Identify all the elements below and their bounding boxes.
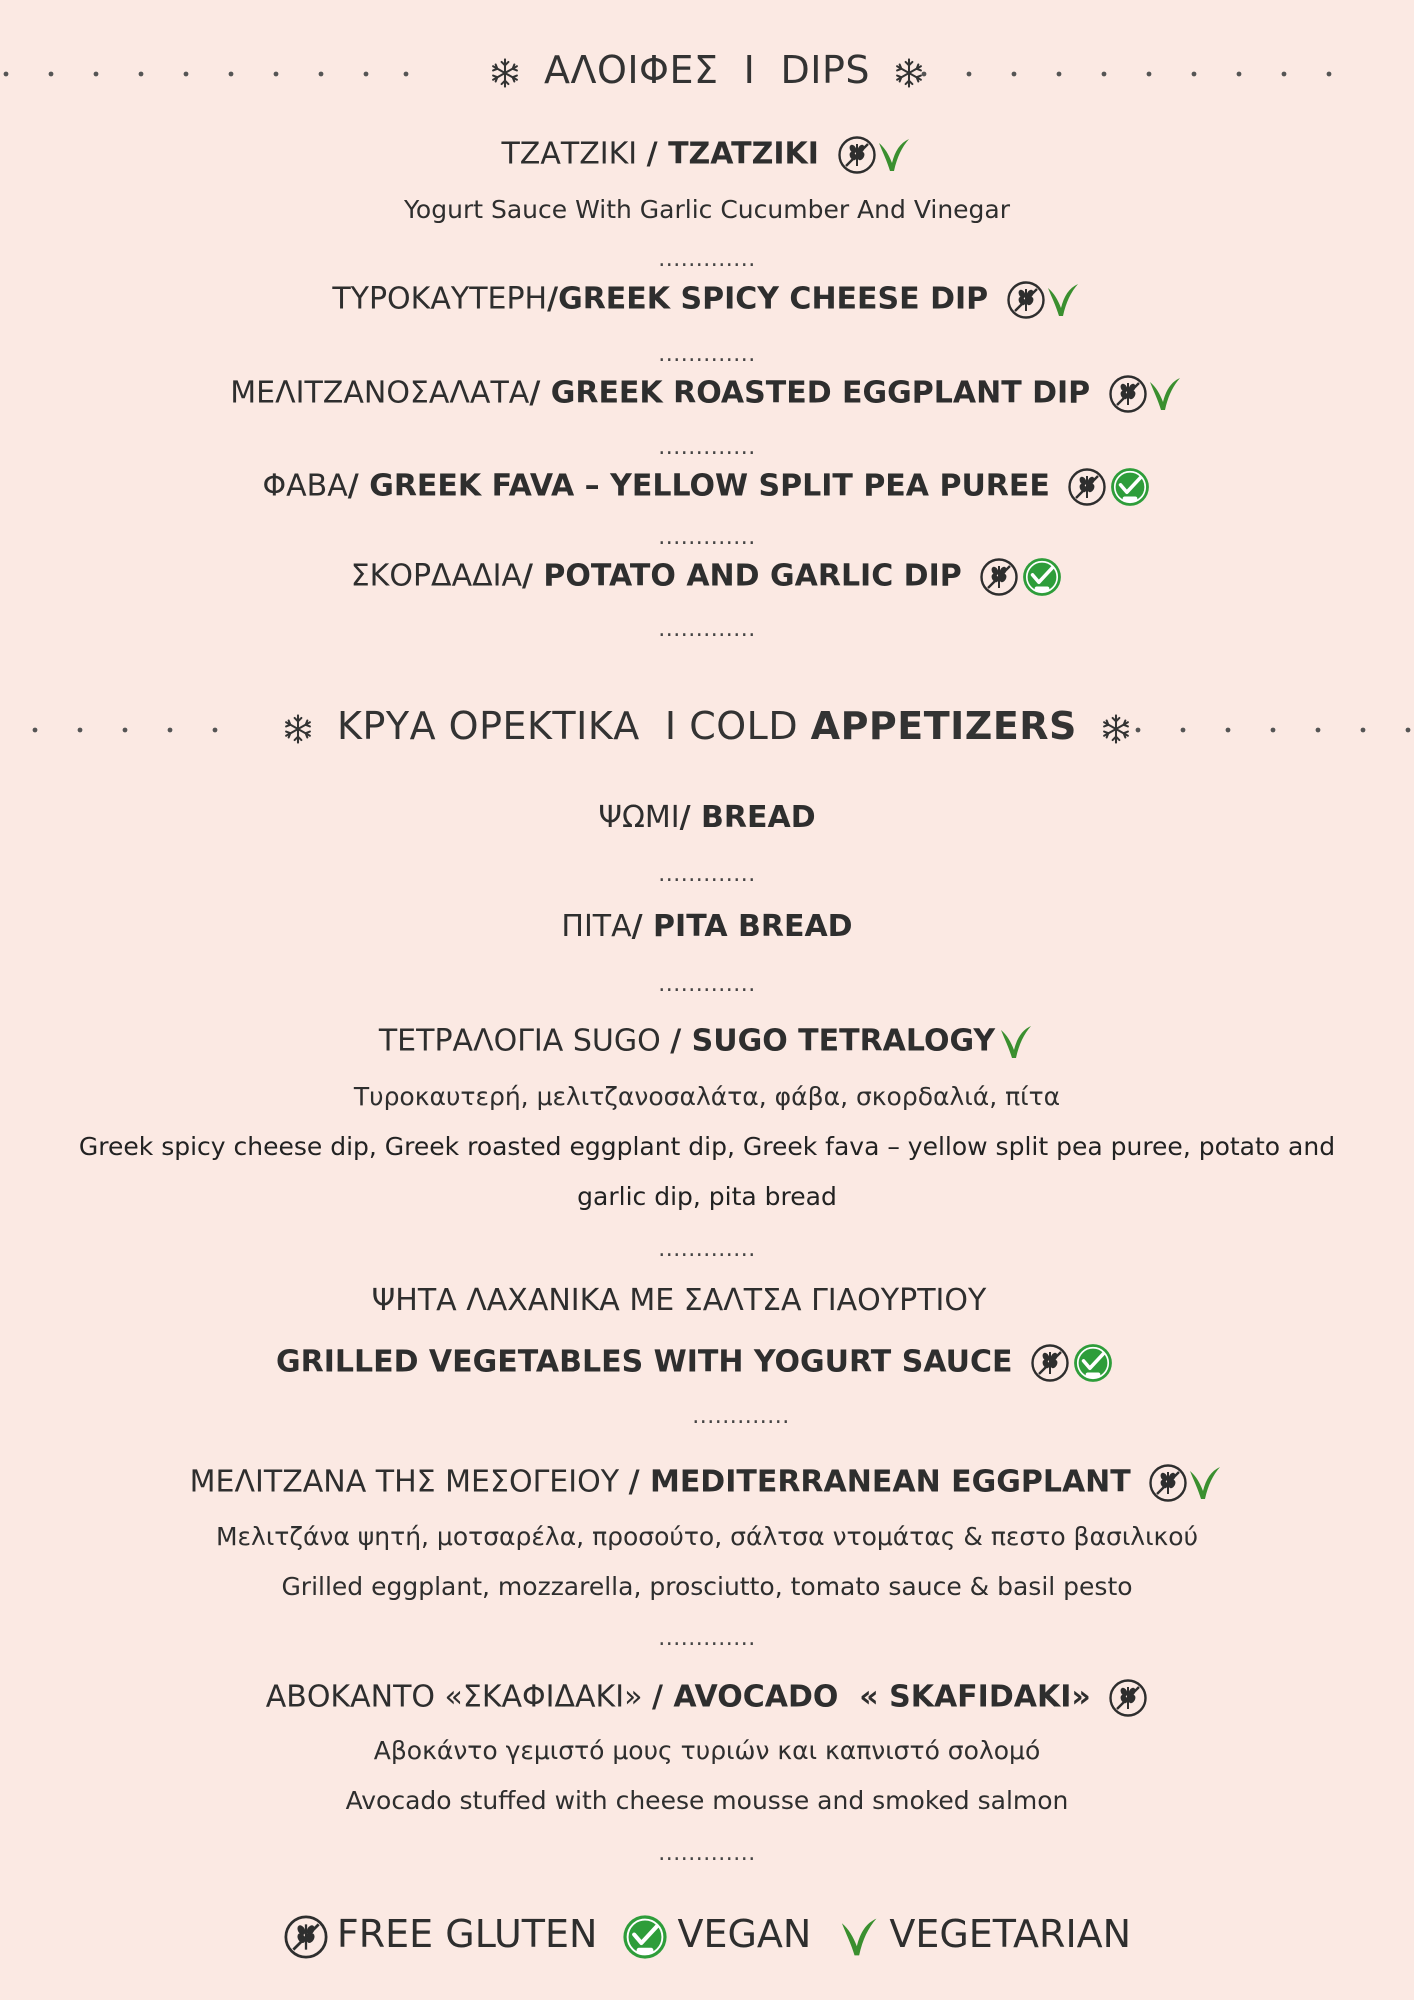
item-name-greek: ΨΩΜΙ bbox=[598, 800, 680, 835]
snowflake-icon bbox=[281, 712, 315, 746]
item-name-english: / TZATZIKI bbox=[646, 136, 819, 172]
section-title-dips bbox=[0, 48, 1414, 92]
gluten-free-icon bbox=[1067, 467, 1107, 507]
item-name-greek: ΜΕΛΙΤΖΑΝΟΣΑΛΑΤΑ bbox=[230, 375, 530, 411]
item-description-english: garlic dip, pita bread bbox=[577, 1182, 837, 1211]
gluten-free-icon bbox=[837, 135, 877, 175]
section-title-text: ΑΛΟΙΦΕΣ Ι DIPS bbox=[543, 48, 871, 92]
item-name-english: /GREEK SPICY CHEESE DIP bbox=[547, 281, 989, 317]
separator: ............. bbox=[658, 972, 756, 997]
gluten-free-icon bbox=[979, 557, 1019, 597]
item-name-english: / POTATO AND GARLIC DIP bbox=[522, 558, 962, 594]
item-description-english: Grilled eggplant, mozzarella, prosciutto, tomato sauce & basil pesto bbox=[281, 1572, 1133, 1601]
separator: ............. bbox=[658, 617, 756, 642]
gluten-free-icon bbox=[1006, 280, 1046, 320]
menu-item-grilled-vegetables-greek bbox=[0, 1283, 1386, 1318]
item-name-greek: ΦΑΒΑ bbox=[262, 468, 348, 504]
gluten-free-icon bbox=[1148, 1463, 1188, 1503]
item-description-greek: Μελιτζάνα ψητή, μοτσαρέλα, προσούτο, σάλτσα ντομάτας & πεστο βασιλικού bbox=[215, 1522, 1199, 1551]
separator: ............. bbox=[658, 247, 756, 272]
dietary-legend bbox=[0, 1912, 1414, 1961]
menu-item-fava bbox=[0, 466, 1414, 508]
separator: ............. bbox=[658, 1626, 756, 1651]
item-description-english: Avocado stuffed with cheese mousse and smoked salmon bbox=[345, 1786, 1069, 1815]
legend-vegetarian: VEGETARIAN bbox=[889, 1912, 1132, 1956]
separator: ............. bbox=[692, 1404, 790, 1429]
item-name-greek: ΣΚΟΡΔΑΔΙΑ bbox=[350, 558, 522, 594]
section-title-cold-appetizers bbox=[0, 704, 1414, 748]
menu-item-pita bbox=[0, 909, 1414, 944]
item-name-english: / GREEK ROASTED EGGPLANT DIP bbox=[529, 375, 1091, 411]
legend-vegan: VEGAN bbox=[677, 1912, 812, 1956]
gluten-free-icon bbox=[1108, 1678, 1148, 1718]
vegan-icon bbox=[1072, 1342, 1114, 1384]
item-name-greek: ΜΕΛΙΤΖΑΝΑ ΤΗΣ ΜΕΣΟΓΕΙΟΥ bbox=[189, 1464, 629, 1500]
menu-item-avocado-skafidaki bbox=[0, 1678, 1414, 1718]
item-name-greek: ΤΥΡΟΚΑΥΤΕΡΗ bbox=[332, 281, 548, 317]
separator: ............. bbox=[658, 435, 756, 460]
vegan-icon bbox=[1109, 466, 1151, 508]
menu-item-skordalia bbox=[0, 556, 1414, 598]
separator: ............. bbox=[658, 862, 756, 887]
vegetarian-icon bbox=[1184, 1463, 1224, 1503]
item-name-greek: ΤΖΑΤΖΙΚΙ bbox=[501, 136, 647, 172]
menu-item-melitzanosalata bbox=[0, 374, 1414, 414]
vegan-icon bbox=[621, 1913, 669, 1961]
item-name-english: / AVOCADO « SKAFIDAKI» bbox=[651, 1679, 1091, 1715]
item-description-greek: Τυροκαυτερή, μελιτζανοσαλάτα, φάβα, σκορδαλιά, πίτα bbox=[353, 1082, 1061, 1111]
item-name-english: / SUGO TETRALOGY bbox=[670, 1023, 996, 1059]
vegetarian-icon bbox=[1042, 280, 1082, 320]
menu-item-tyrokafteri bbox=[0, 280, 1414, 320]
vegetarian-icon bbox=[835, 1914, 881, 1960]
legend-gluten-free: FREE GLUTEN bbox=[336, 1912, 598, 1956]
vegetarian-icon bbox=[1144, 374, 1184, 414]
gluten-free-icon bbox=[283, 1914, 329, 1960]
item-name-english: GRILLED VEGETABLES WITH YOGURT SAUCE bbox=[275, 1344, 1013, 1380]
gluten-free-icon bbox=[1108, 374, 1148, 414]
snowflake-icon bbox=[892, 56, 926, 90]
item-description-greek: Αβοκάντο γεμιστό μους τυριών και καπνιστό σολομό bbox=[373, 1736, 1041, 1765]
gluten-free-icon bbox=[1030, 1343, 1070, 1383]
menu-item-tzatziki bbox=[0, 135, 1414, 175]
item-name-english: / BREAD bbox=[679, 800, 816, 835]
vegetarian-icon bbox=[995, 1022, 1035, 1062]
separator: ............. bbox=[658, 342, 756, 367]
item-name-english: / PITA BREAD bbox=[631, 909, 853, 944]
menu-item-mediterranean-eggplant bbox=[0, 1463, 1414, 1503]
item-name-greek: ΠΙΤΑ bbox=[561, 909, 632, 944]
menu-item-grilled-vegetables bbox=[0, 1342, 1402, 1384]
separator: ............. bbox=[658, 1841, 756, 1866]
item-name-english: / GREEK FAVA – YELLOW SPLIT PEA PUREE bbox=[347, 468, 1050, 504]
separator: ............. bbox=[658, 525, 756, 550]
vegan-icon bbox=[1021, 556, 1063, 598]
section-title-english: APPETIZERS bbox=[810, 704, 1077, 748]
snowflake-icon bbox=[1099, 712, 1133, 746]
item-description: Yogurt Sauce With Garlic Cucumber And Vinegar bbox=[403, 195, 1011, 224]
menu-item-bread bbox=[0, 800, 1414, 835]
item-name-greek: ΤΕΤΡΑΛΟΓΙΑ SUGO bbox=[378, 1023, 671, 1059]
item-name-english: / MEDITERRANEAN EGGPLANT bbox=[628, 1464, 1131, 1500]
item-name-greek: ΑΒΟΚΑΝΤΟ «ΣΚΑΦΙΔΑΚΙ» bbox=[265, 1679, 652, 1715]
separator: ............. bbox=[658, 1237, 756, 1262]
vegetarian-icon bbox=[873, 135, 913, 175]
item-name-greek: ΨΗΤΑ ΛΑΧΑΝΙΚΑ ΜΕ ΣΑΛΤΣΑ ΓΙΑΟΥΡΤΙΟΥ bbox=[371, 1283, 987, 1318]
section-title-greek: ΚΡΥΑ ΟΡΕΚΤΙΚΑ Ι COLD bbox=[337, 704, 811, 748]
menu-item-sugo-tetralogy bbox=[0, 1022, 1414, 1062]
snowflake-icon bbox=[488, 56, 522, 90]
item-description-english: Greek spicy cheese dip, Greek roasted eggplant dip, Greek fava – yellow split pea puree, potato and bbox=[78, 1132, 1336, 1161]
